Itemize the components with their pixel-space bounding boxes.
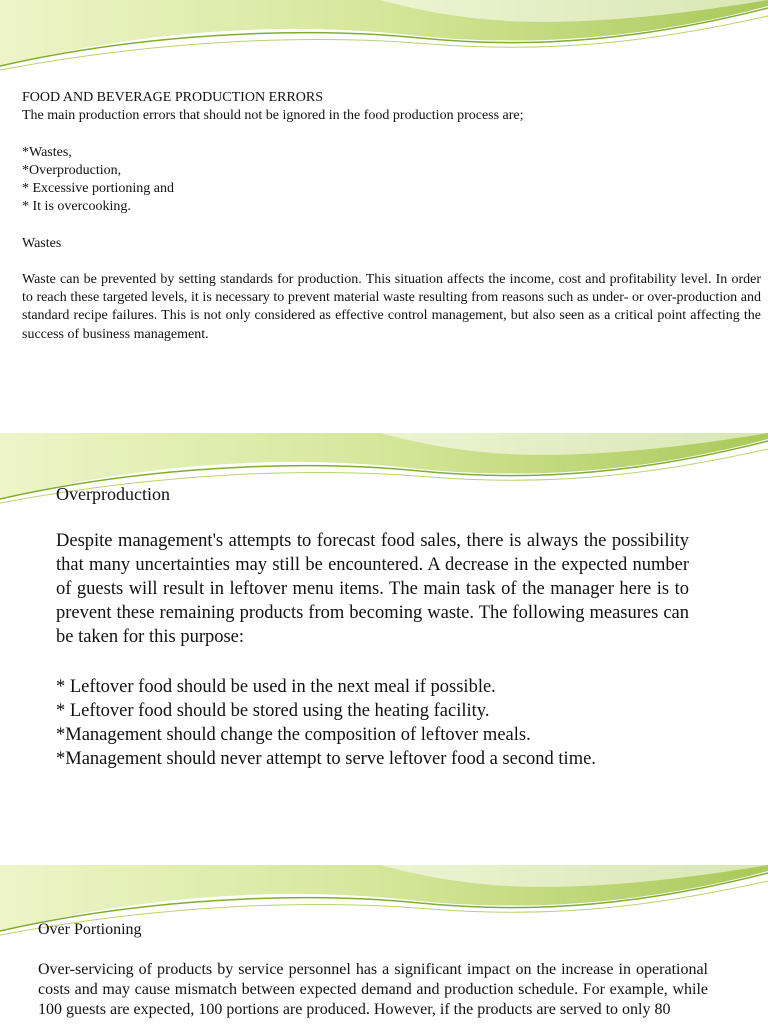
green-wave-decoration xyxy=(0,0,768,75)
measures-list xyxy=(56,675,736,771)
intro-text: The main production errors that should not be ignored in the food production process are; xyxy=(22,108,524,124)
section-heading-overproduction: Overproduction xyxy=(56,484,170,504)
list-item: *Management should never attempt to serve leftover food a second time. xyxy=(56,749,596,769)
section-heading-over-portioning: Over Portioning xyxy=(38,921,142,938)
slide-1 xyxy=(0,0,768,433)
slide-3 xyxy=(0,865,768,1024)
document-title: FOOD AND BEVERAGE PRODUCTION ERRORS xyxy=(22,90,324,105)
overproduction-paragraph: Despite management's attempts to forecast food sales, there is always the possibility that many uncertainties may still be encountered. A decrease in the expected number of guests will result in leftover menu items. The main task of the manager here is to prevent these remaining products from becoming waste. The following measures can be taken for this purpose: xyxy=(56,531,689,647)
wastes-paragraph: Waste can be prevented by setting standards for production. This situation affects the income, cost and profitability level. In order to reach these targeted levels, it is necessary to prevent material waste resulting from reasons such as under- or over-production and standard recipe failures. This is not only considered as effective control management, but also seen as a critical point affecting the success of business management. xyxy=(22,271,761,342)
over-portioning-paragraph: Over-servicing of products by service personnel has a significant impact on the increase in operational costs and may cause mismatch between expected demand and production schedule. For example, while 100 guests are expected, 100 portions are produced. However, if the products are served to only 80 xyxy=(38,961,708,1018)
list-item: *Wastes, xyxy=(22,144,72,160)
list-item: *Overproduction, xyxy=(22,162,122,178)
list-item: * Leftover food should be used in the next meal if possible. xyxy=(56,677,496,697)
list-item: * Excessive portioning and xyxy=(22,181,175,196)
slide-2 xyxy=(0,433,768,865)
list-item: *Management should change the composition of leftover meals. xyxy=(56,725,531,745)
section-heading-wastes: Wastes xyxy=(22,235,62,251)
slide-1-text xyxy=(22,89,761,344)
list-item: * Leftover food should be stored using the heating facility. xyxy=(56,701,490,721)
list-item: * It is overcooking. xyxy=(22,199,131,215)
